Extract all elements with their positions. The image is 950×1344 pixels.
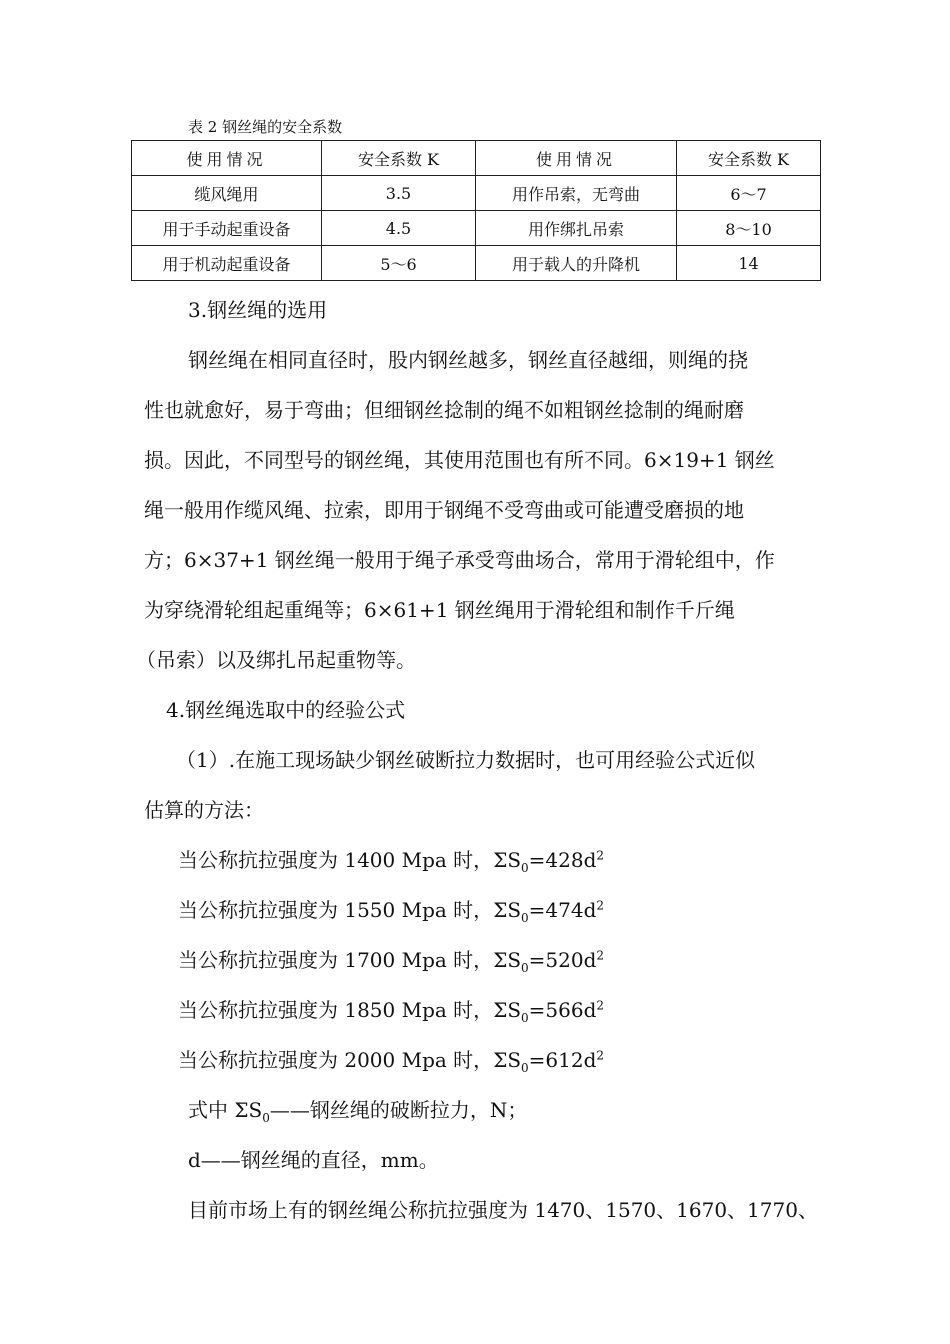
table-cell: 用于载人的升降机 bbox=[476, 246, 677, 281]
formula-line: 当公称抗拉强度为 1400 Mpa 时，$\Sigma S_0=428d^2$ bbox=[178, 848, 605, 875]
table-cell: 6～7 bbox=[677, 176, 821, 211]
table-header-cell: 安全系数 K bbox=[322, 141, 476, 176]
table-cell: 用作吊索，无弯曲 bbox=[476, 176, 677, 211]
table-header-cell: 安全系数 K bbox=[677, 141, 821, 176]
paragraph-line: 方；6×37+1 钢丝绳一般用于绳子承受弯曲场合，常用于滑轮组中，作 bbox=[144, 548, 775, 572]
d-definition-line: d——钢丝绳的直径，mm。 bbox=[188, 1148, 439, 1172]
table-cell: 8～10 bbox=[677, 211, 821, 246]
table-cell: 14 bbox=[677, 246, 821, 281]
safety-factor-table bbox=[131, 140, 821, 281]
formula-line: 当公称抗拉强度为 1550 Mpa 时，$\Sigma S_0=474d^2$ bbox=[178, 898, 605, 925]
table-header-row bbox=[132, 141, 821, 176]
table-cell: 4.5 bbox=[322, 211, 476, 246]
paragraph-line: 损。因此，不同型号的钢丝绳，其使用范围也有所不同。6×19+1 钢丝 bbox=[144, 448, 775, 472]
paragraph-line: 估算的方法： bbox=[144, 798, 264, 822]
table-row bbox=[132, 246, 821, 281]
table-header-cell: 使用情况 bbox=[132, 141, 322, 176]
paragraph-line: 目前市场上有的钢丝绳公称抗拉强度为 1470、1570、1670、1770、 bbox=[188, 1198, 818, 1222]
formula-line: 当公称抗拉强度为 1700 Mpa 时，$\Sigma S_0=520d^2$ bbox=[178, 948, 605, 975]
paragraph-line: （吊索）以及绑扎吊起重物等。 bbox=[136, 648, 416, 672]
table-cell: 3.5 bbox=[322, 176, 476, 211]
table-row bbox=[132, 176, 821, 211]
section-4-heading: 4.钢丝绳选取中的经验公式 bbox=[166, 698, 406, 722]
paragraph-line: 性也就愈好，易于弯曲；但细钢丝捻制的绳不如粗钢丝捻制的绳耐磨 bbox=[144, 398, 744, 422]
table-cell: 用作绑扎吊索 bbox=[476, 211, 677, 246]
section-3-heading: 3.钢丝绳的选用 bbox=[188, 298, 328, 322]
formula-line: 当公称抗拉强度为 2000 Mpa 时，$\Sigma S_0=612d^2$ bbox=[178, 1048, 605, 1075]
table-row bbox=[132, 211, 821, 246]
table-cell: 5～6 bbox=[322, 246, 476, 281]
paragraph-line: 绳一般用作缆风绳、拉索，即用于钢绳不受弯曲或可能遭受磨损的地 bbox=[144, 498, 744, 522]
paragraph-line: （1）.在施工现场缺少钢丝破断拉力数据时，也可用经验公式近似 bbox=[176, 748, 756, 772]
where-line: 式中 $\Sigma S_0——$钢丝绳的破断拉力，N； bbox=[188, 1098, 528, 1125]
table-header-cell: 使用情况 bbox=[476, 141, 677, 176]
table-cell: 用于机动起重设备 bbox=[132, 246, 322, 281]
formula-line: 当公称抗拉强度为 1850 Mpa 时，$\Sigma S_0=566d^2$ bbox=[178, 998, 605, 1025]
table-cell: 缆风绳用 bbox=[132, 176, 322, 211]
table-caption: 表 2 钢丝绳的安全系数 bbox=[188, 118, 343, 136]
paragraph-line: 为穿绕滑轮组起重绳等；6×61+1 钢丝绳用于滑轮组和制作千斤绳 bbox=[144, 598, 735, 622]
paragraph-line: 钢丝绳在相同直径时，股内钢丝越多，钢丝直径越细，则绳的挠 bbox=[188, 348, 748, 372]
table-cell: 用于手动起重设备 bbox=[132, 211, 322, 246]
